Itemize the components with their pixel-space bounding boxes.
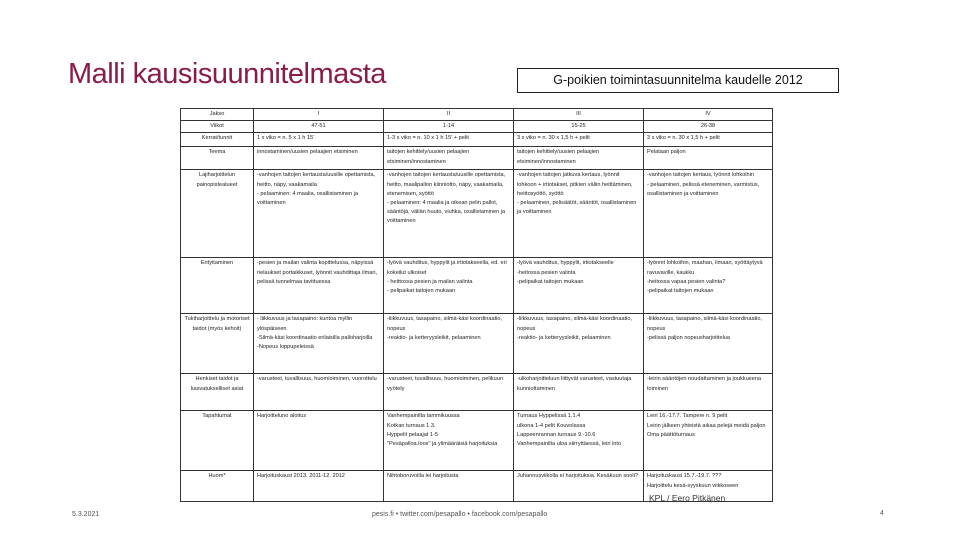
table-row: [181, 170, 773, 258]
table-cell: -vanhojen taitojen jatkuva kertaus, lyönnit lohkoon + irtiotakset, pitkien väliin heittäminen, heittosyöttö, syöttö - pelaaminen, pelisäätöt, sääntöt, osallistaminen ja voittaminen: [514, 170, 644, 258]
plan-table-body: [181, 109, 773, 502]
table-cell: -liikkuvuus, tasapaino, silmä-käsi koordinaatio, nopeus -reaktio- ja ketteryysleikit, pelaaminen: [384, 314, 514, 374]
row-label: Tukiharjoittelu ja motoriset taidot (myös kehoit): [181, 314, 254, 374]
table-cell: taitojen kehittely/uusien pelaajien etsiminen/innostaminen: [514, 147, 644, 170]
table-cell: I: [254, 109, 384, 121]
table-cell: Harjoituskausi 15.7.-19.7. ??? Harjoittelu kesä-syyskuun viikkoseen: [644, 471, 773, 502]
table-cell: innostaminen/uusien pelaajien etsiminen: [254, 147, 384, 170]
table-cell: II: [384, 109, 514, 121]
table-cell: -lyövä vauhditus, hyppylit ja irtiotakseella, ed. eri kokeilut ulkoiset - heittossa pesien ja mailan valinta - pelipaikat taitojen mukaan: [384, 258, 514, 314]
table-cell: Nihtoboruvoilla lei harjoitusta: [384, 471, 514, 502]
slide-title: Malli kausisuunnitelmasta: [68, 58, 386, 90]
author-credit: KPL / Eero Pitkänen: [649, 493, 726, 503]
table-cell: 1-3 x viko = n. 10 x 1 h 15' + pelit: [384, 133, 514, 147]
table-cell: Juhannusviikolla ei harjoituksia. Kesäkuun sooli?: [514, 471, 644, 502]
table-cell: Vanhempainilta tammikuussa Kotkan turnaus 1.3. Hyppelit pelaajat 1-5 "Pesäpalloa.loos" ja ylimääräisiä harjoituksia: [384, 411, 514, 471]
table-cell: taitojen kehittely/uusien pelaajien etsiminen/innostaminen: [384, 147, 514, 170]
table-cell: -ulkoharjoitteluun liittyvät varusteet, vastuutaja kunniottaminen: [514, 374, 644, 411]
table-cell: 47-51: [254, 121, 384, 133]
table-cell: -vanhojen taitojen kertaus, lyönnit lohkoihin - pelaaminen, pelissä eteneminen, varmistus, osallistaminen ja voittaminen: [644, 170, 773, 258]
footer-links: pesis.fi • twitter.com/pesapallo • facebook.com/pesapallo: [372, 511, 548, 518]
table-cell: 3 x viko = n. 30 x 1,5 h + pelit: [514, 133, 644, 147]
table-cell: 3 x viko = n. 30 x 1,5 h + pelit: [644, 133, 773, 147]
table-row: [181, 374, 773, 411]
table-cell: Harjoituskausi 2013. 2011-12. 2012: [254, 471, 384, 502]
table-row: [181, 133, 773, 147]
table-row: [181, 314, 773, 374]
table-cell: -pesien ja mailan valinta kopittelussa, näpyissä rielaukset portaikkuset, lyönnit vauhdittaja ilman, pelissä tunnelmaa tavittuessa: [254, 258, 384, 314]
footer-date: 5.3.2021: [72, 511, 100, 518]
table-cell: -liikkuvuus, tasapaino, silmä-käsi koordinaatio, nopeus -pelissä paljon nopeusharjoittelua: [644, 314, 773, 374]
table-row: [181, 147, 773, 170]
table-cell: -lyönnit lohkoihin, maahan, ilmaan, syöttäytyvä ravuvaville, kaukku -heitossa vapaa pesien valinta? -pelipaikat taitojen mukaan: [644, 258, 773, 314]
table-cell: - liikkuvuus ja tasapaino: kuntoa myllin ylöspäiseen -Silmä-käsi koordinaatio erilaisilla palloharjoilla -Nopeus loppupeleissä: [254, 314, 384, 374]
table-cell: III: [514, 109, 644, 121]
table-row: [181, 258, 773, 314]
table-cell: 1 x viko = n. 5 x 1 h 15': [254, 133, 384, 147]
row-label: Erityitaminen: [181, 258, 254, 314]
table-cell: 1-14: [384, 121, 514, 133]
table-cell: -lyövä vauhditus, hyppylit, irtiotakseelle -heitossa pesien valinta -pelipaikat taitojen mukaan: [514, 258, 644, 314]
table-header-row: [181, 121, 773, 133]
table-cell: -vanhojen taitojen kertausta/uusille opettamista, heitto, näpy, vaakamaila - pelaaminen: 4 maalia, osallistaminen ja voittaminen: [254, 170, 384, 258]
table-row: [181, 411, 773, 471]
row-label: Viikot: [181, 121, 254, 133]
row-label: Teema: [181, 147, 254, 170]
table-cell: -leirin sääntöjen noudattaminen ja joukkueena toiminen: [644, 374, 773, 411]
table-cell: -vanhojen taitojen kertausta/uusille opettamista, heitto, maalipallon kiinniotto, näpy, vaakamaila, etenemisen, syöttö - pelaaminen: 4 maalia ja oikean pelin pallot, sääntöjä, väliän huuto, viuhka, osallistaminen ja voittaminen: [384, 170, 514, 258]
table-cell: Leiri 16.-17.7. Tampere n. 9 pelit Leirin jälkeen yhteistä aikaa pelejä meidä paljon Oma päättöturnaus: [644, 411, 773, 471]
row-label: Henkiset taidot ja kasvatukselliset asiat: [181, 374, 254, 411]
season-plan-table: [180, 108, 773, 502]
table-cell: -liikkuvuus, tasapaino, silmä-käsi koordinaatio, nopeus -reaktio- ja ketteryysleikit, pelaaminen: [514, 314, 644, 374]
table-header-row: [181, 109, 773, 121]
table-cell: 26-38: [644, 121, 773, 133]
row-label: Kerrat/tunnit: [181, 133, 254, 147]
table-cell: Harjoitteluno aloitus: [254, 411, 384, 471]
table-cell: Turnaus Hyppelissä 1.1.4 ulkona 1-4 pelit Kouvolassa Lappeenrannan turnaus 9.-10.6 Vanhempainilta uloa siirryttäessä, leiri into: [514, 411, 644, 471]
table-cell: -varusteet, tuvallisuus, huomioiminen, pelikuun vyötely: [384, 374, 514, 411]
page-number: 4: [880, 510, 884, 517]
table-cell: 15-25: [514, 121, 644, 133]
row-label: Tapahtumat: [181, 411, 254, 471]
table-cell: Pelataan paljon: [644, 147, 773, 170]
table-cell: IV: [644, 109, 773, 121]
row-label: Lajiharjoittelun painopistealueet: [181, 170, 254, 258]
table-cell: -varusteet, tuvallisuus, huomioiminen, vuorottelu: [254, 374, 384, 411]
row-label: Huom*: [181, 471, 254, 502]
row-label: Jakso: [181, 109, 254, 121]
subtitle-box: G-poikien toimintasuunnitelma kaudelle 2012: [517, 68, 839, 93]
